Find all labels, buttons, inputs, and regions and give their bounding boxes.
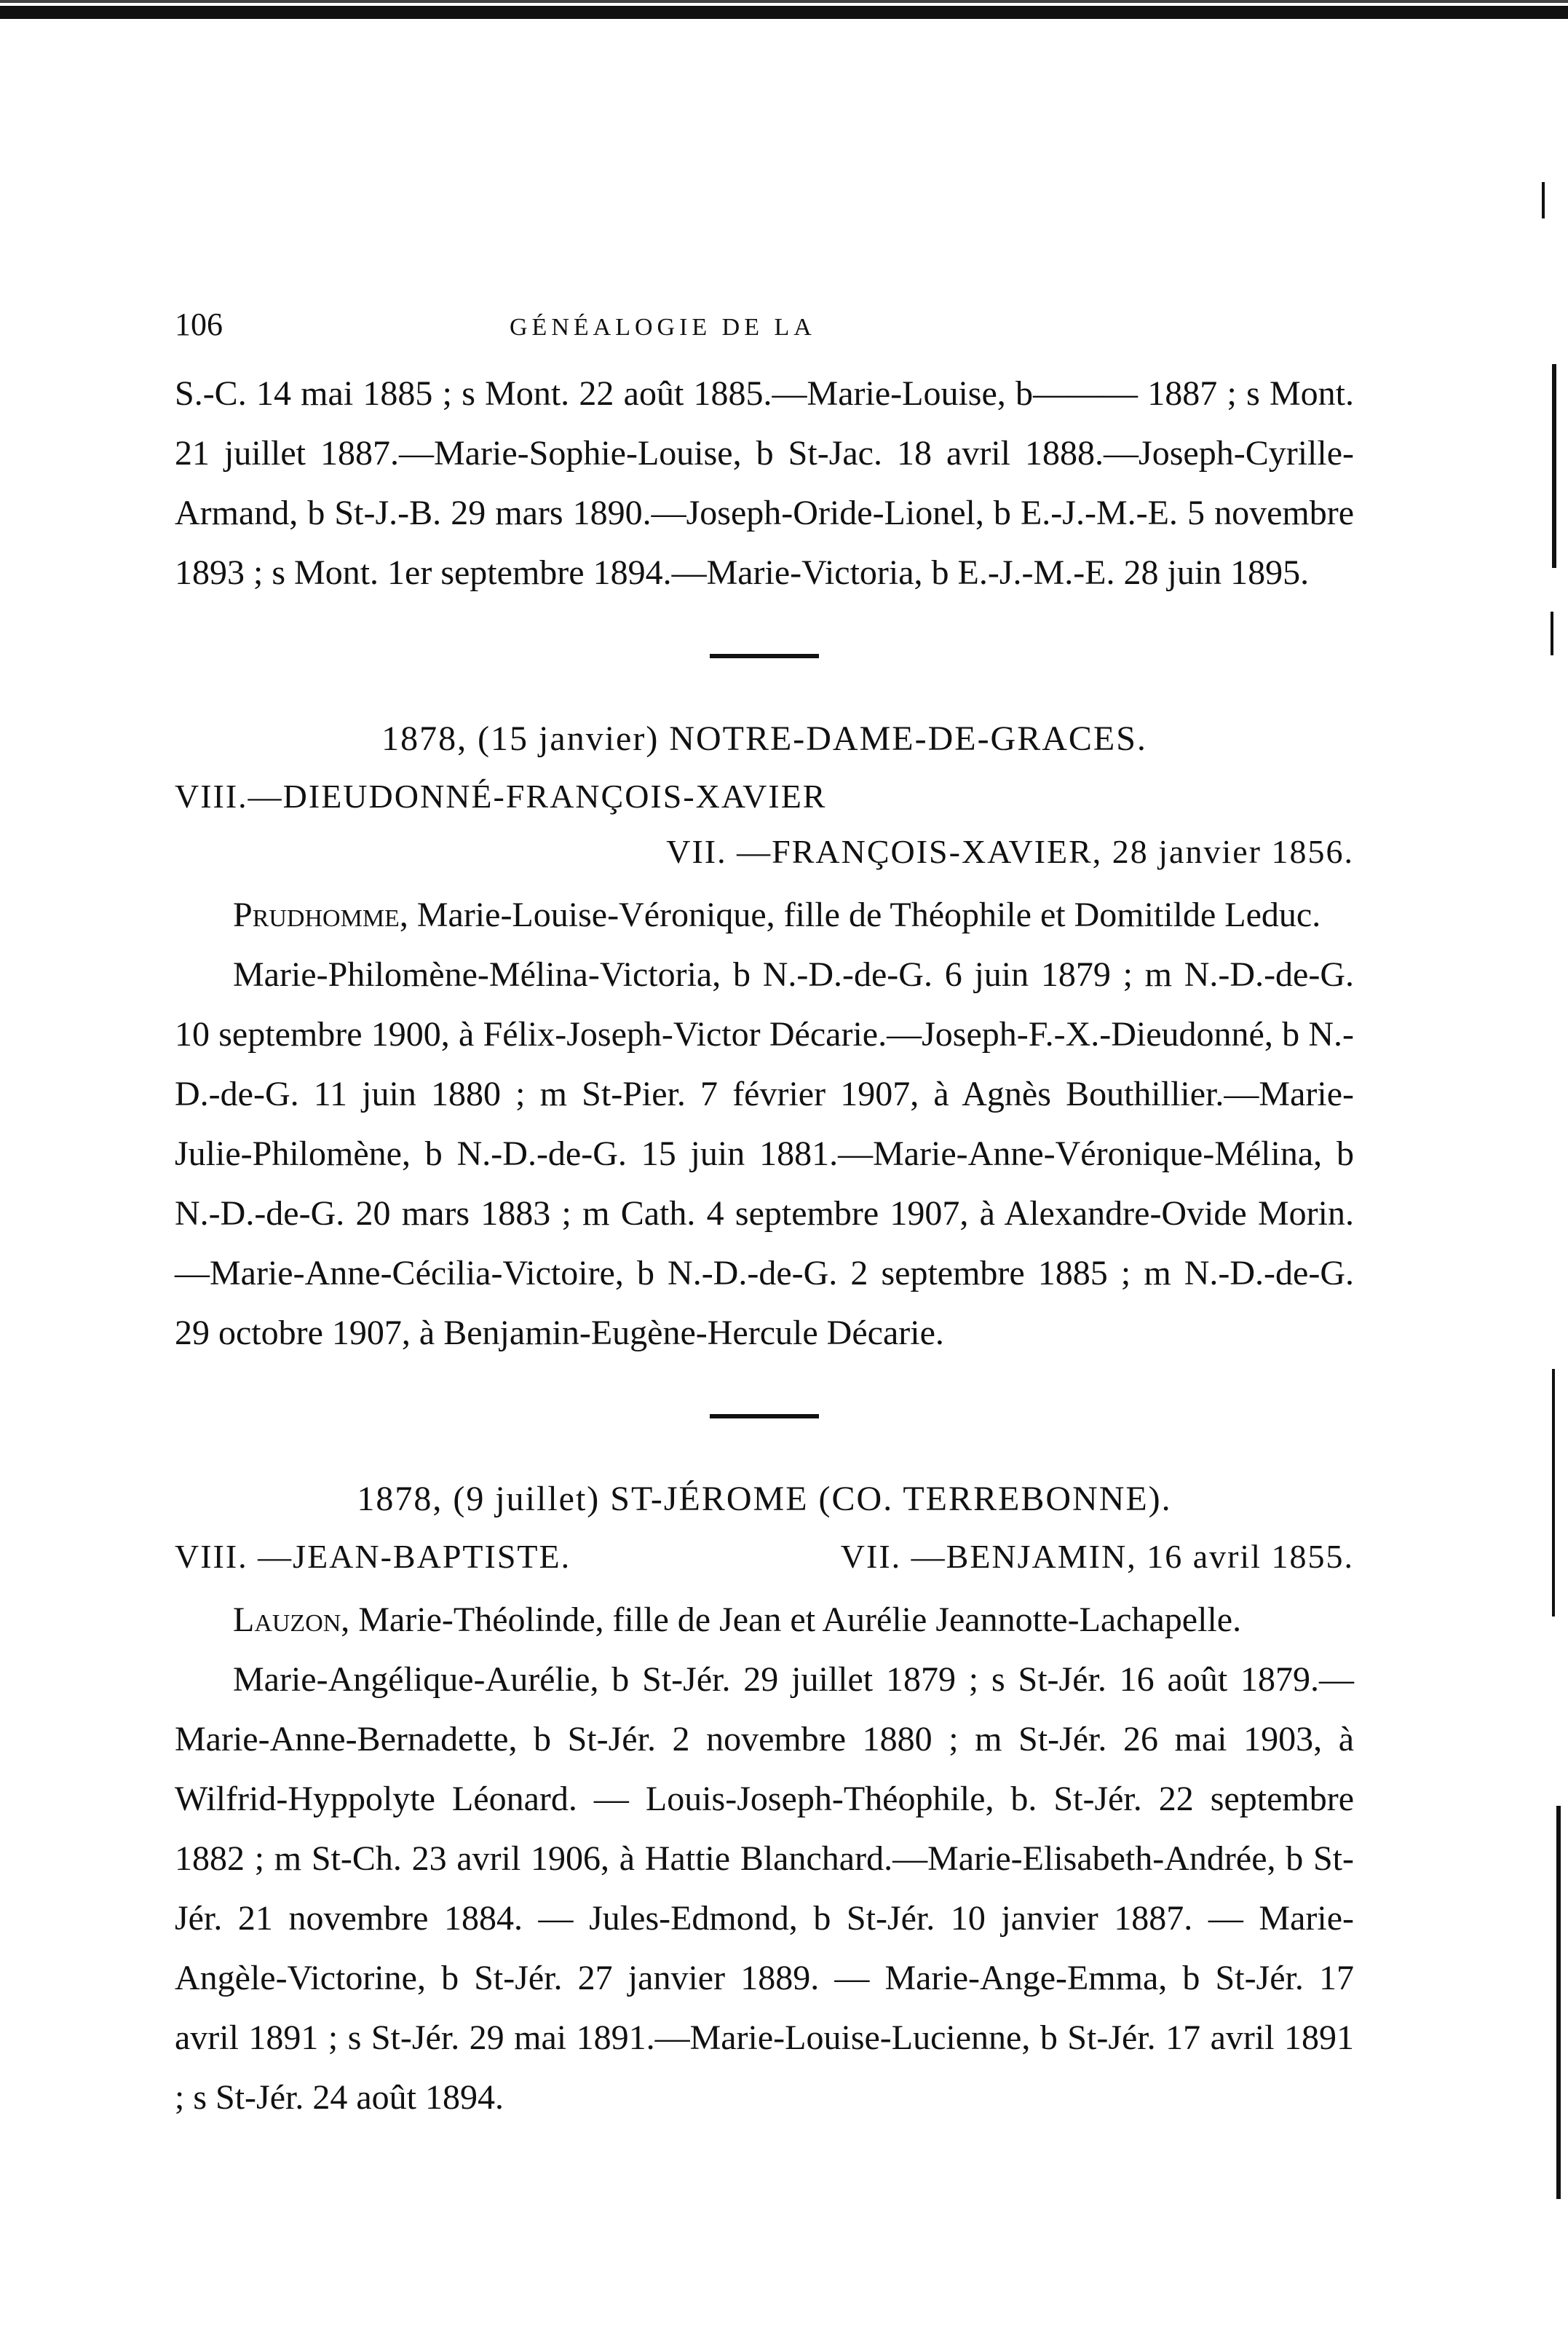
spouse-paragraph xyxy=(175,1590,1354,1650)
running-title: GÉNÉALOGIE DE LA xyxy=(510,314,816,341)
margin-mark xyxy=(1556,1806,1561,2199)
children-paragraph: Marie-Philomène-Mélina-Victoria, b N.-D.-de-G. 6 juin 1879 ; m N.-D.-de-G. 10 septembre 1900, à Félix-Joseph-Victor Décarie.—Joseph-F.-X.-Dieudonné, b N.-D.-de-G. 11 juin 1880 ; m St-Pier. 7 février 1907, à Agnès Bouthillier.—Marie-Julie-Philomène, b N.-D.-de-G. 15 juin 1881.—Marie-Anne-Véronique-Mélina, b N.-D.-de-G. 20 mars 1883 ; m Cath. 4 septembre 1907, à Alexandre-Ovide Morin.—Marie-Anne-Cécilia-Victoire, b N.-D.-de-G. 2 septembre 1885 ; m N.-D.-de-G. 29 octobre 1907, à Benjamin-Eugène-Hercule Décarie. xyxy=(175,955,1354,1352)
generation-father: VII. —BENJAMIN, 16 avril 1855. xyxy=(840,1538,1354,1575)
top-rule xyxy=(0,6,1568,19)
margin-mark xyxy=(1542,182,1545,218)
generation-line xyxy=(175,769,1354,824)
spouse-surname: Prudhomme, xyxy=(233,896,408,934)
generation-line xyxy=(175,824,1354,880)
spouse-surname: Lauzon, xyxy=(233,1600,350,1639)
spouse-paragraph xyxy=(175,885,1354,945)
children-paragraph: Marie-Angélique-Aurélie, b St-Jér. 29 juillet 1879 ; s St-Jér. 16 août 1879.—Marie-Anne-Bernadette, b St-Jér. 2 novembre 1880 ; m St-Jér. 26 mai 1903, à Wilfrid-Hyppolyte Léonard. — Louis-Joseph-Théophile, b. St-Jér. 22 septembre 1882 ; m St-Ch. 23 avril 1906, à Hattie Blanchard.—Marie-Elisabeth-Andrée, b St-Jér. 21 novembre 1884. — Jules-Edmond, b St-Jér. 10 janvier 1887. — Marie-Angèle-Victorine, b St-Jér. 27 janvier 1889. — Marie-Ange-Emma, b St-Jér. 17 avril 1891 ; s St-Jér. 29 mai 1891.—Marie-Louise-Lucienne, b St-Jér. 17 avril 1891 ; s St-Jér. 24 août 1894. xyxy=(175,1660,1354,2117)
generation-husband: VIII. —JEAN-BAPTISTE. xyxy=(175,1538,571,1575)
marriage-heading: 1878, (9 juillet) ST-JÉROME (CO. TERREBONNE). xyxy=(357,1480,1172,1518)
section-divider xyxy=(710,1414,819,1418)
continuation-paragraph: S.-C. 14 mai 1885 ; s Mont. 22 août 1885.—Marie-Louise, b——— 1887 ; s Mont. 21 juillet 1887.—Marie-Sophie-Louise, b St-Jac. 18 avril 1888.—Joseph-Cyrille-Armand, b St-J.-B. 29 mars 1890.—Joseph-Oride-Lionel, b E.-J.-M.-E. 5 novembre 1893 ; s Mont. 1er septembre 1894.—Marie-Victoria, b E.-J.-M.-E. 28 juin 1895. xyxy=(175,374,1354,592)
page-number: 106 xyxy=(175,307,223,342)
generation-father: VII. —FRANÇOIS-XAVIER, 28 janvier 1856. xyxy=(666,833,1354,870)
generation-husband: VIII.—DIEUDONNÉ-FRANÇOIS-XAVIER xyxy=(175,778,827,815)
document-page xyxy=(175,306,1354,2128)
margin-mark xyxy=(1551,612,1553,655)
margin-mark xyxy=(1552,364,1556,568)
top-scan-edge xyxy=(0,0,1568,3)
family-section xyxy=(175,1469,1354,2128)
marriage-heading: 1878, (15 janvier) NOTRE-DAME-DE-GRACES. xyxy=(381,719,1147,758)
family-section xyxy=(175,709,1354,1363)
section-divider xyxy=(710,654,819,658)
generation-line xyxy=(175,1529,1354,1584)
page-header xyxy=(175,306,1354,364)
spouse-details: Marie-Louise-Véronique, fille de Théophile et Domitilde Leduc. xyxy=(408,896,1321,934)
spouse-details: Marie-Théolinde, fille de Jean et Aurélie Jeannotte-Lachapelle. xyxy=(349,1600,1242,1639)
margin-mark xyxy=(1552,1369,1555,1616)
